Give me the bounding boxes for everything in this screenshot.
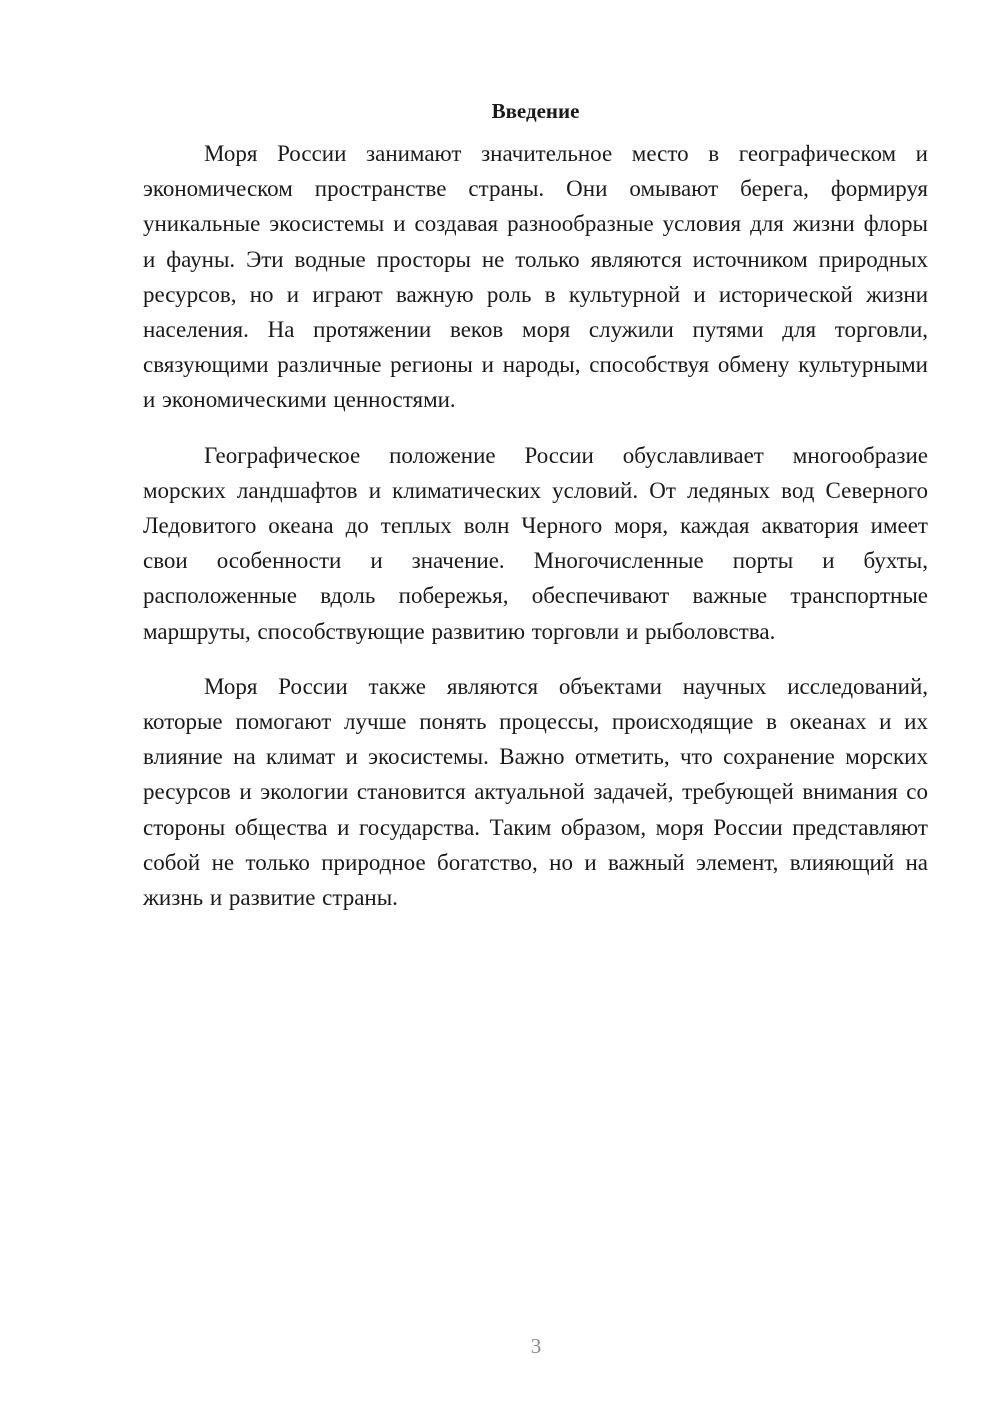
paragraph-1: Моря России занимают значительное место в географическом и экономическом пространстве страны. Они омывают берега, формируя уникальные экосистемы и создавая разнообразные условия для жизни флоры и фауны. Эти водные просторы не только являются источником природных ресурсов, но и играют важную роль в культурной и исторической жизни населения. На протяжении веков моря служили путями для торговли, связующими различные регионы и народы, способствуя обмену культурными и экономическими ценностями. — [143, 141, 928, 413]
page-number: 3 — [530, 1334, 542, 1358]
document-body — [143, 96, 928, 935]
paragraph-2: Географическое положение России обуславливает многообразие морских ландшафтов и климатических условий. От ледяных вод Северного Ледовитого океана до теплых волн Черного моря, каждая акватория имеет свои особенности и значение. Многочисленные порты и бухты, расположенные вдоль побережья, обеспечивают важные транспортные маршруты, способствующие развитию торговли и рыболовства. — [143, 442, 928, 644]
paragraph-3: Моря России также являются объектами научных исследований, которые помогают лучше понять процессы, происходящие в океанах и их влияние на климат и экосистемы. Важно отметить, что сохранение морских ресурсов и экологии становится актуальной задачей, требующей внимания со стороны общества и государства. Таким образом, моря России представляют собой не только природное богатство, но и важный элемент, влияющий на жизнь и развитие страны. — [143, 673, 928, 911]
section-title: Введение — [491, 99, 580, 123]
